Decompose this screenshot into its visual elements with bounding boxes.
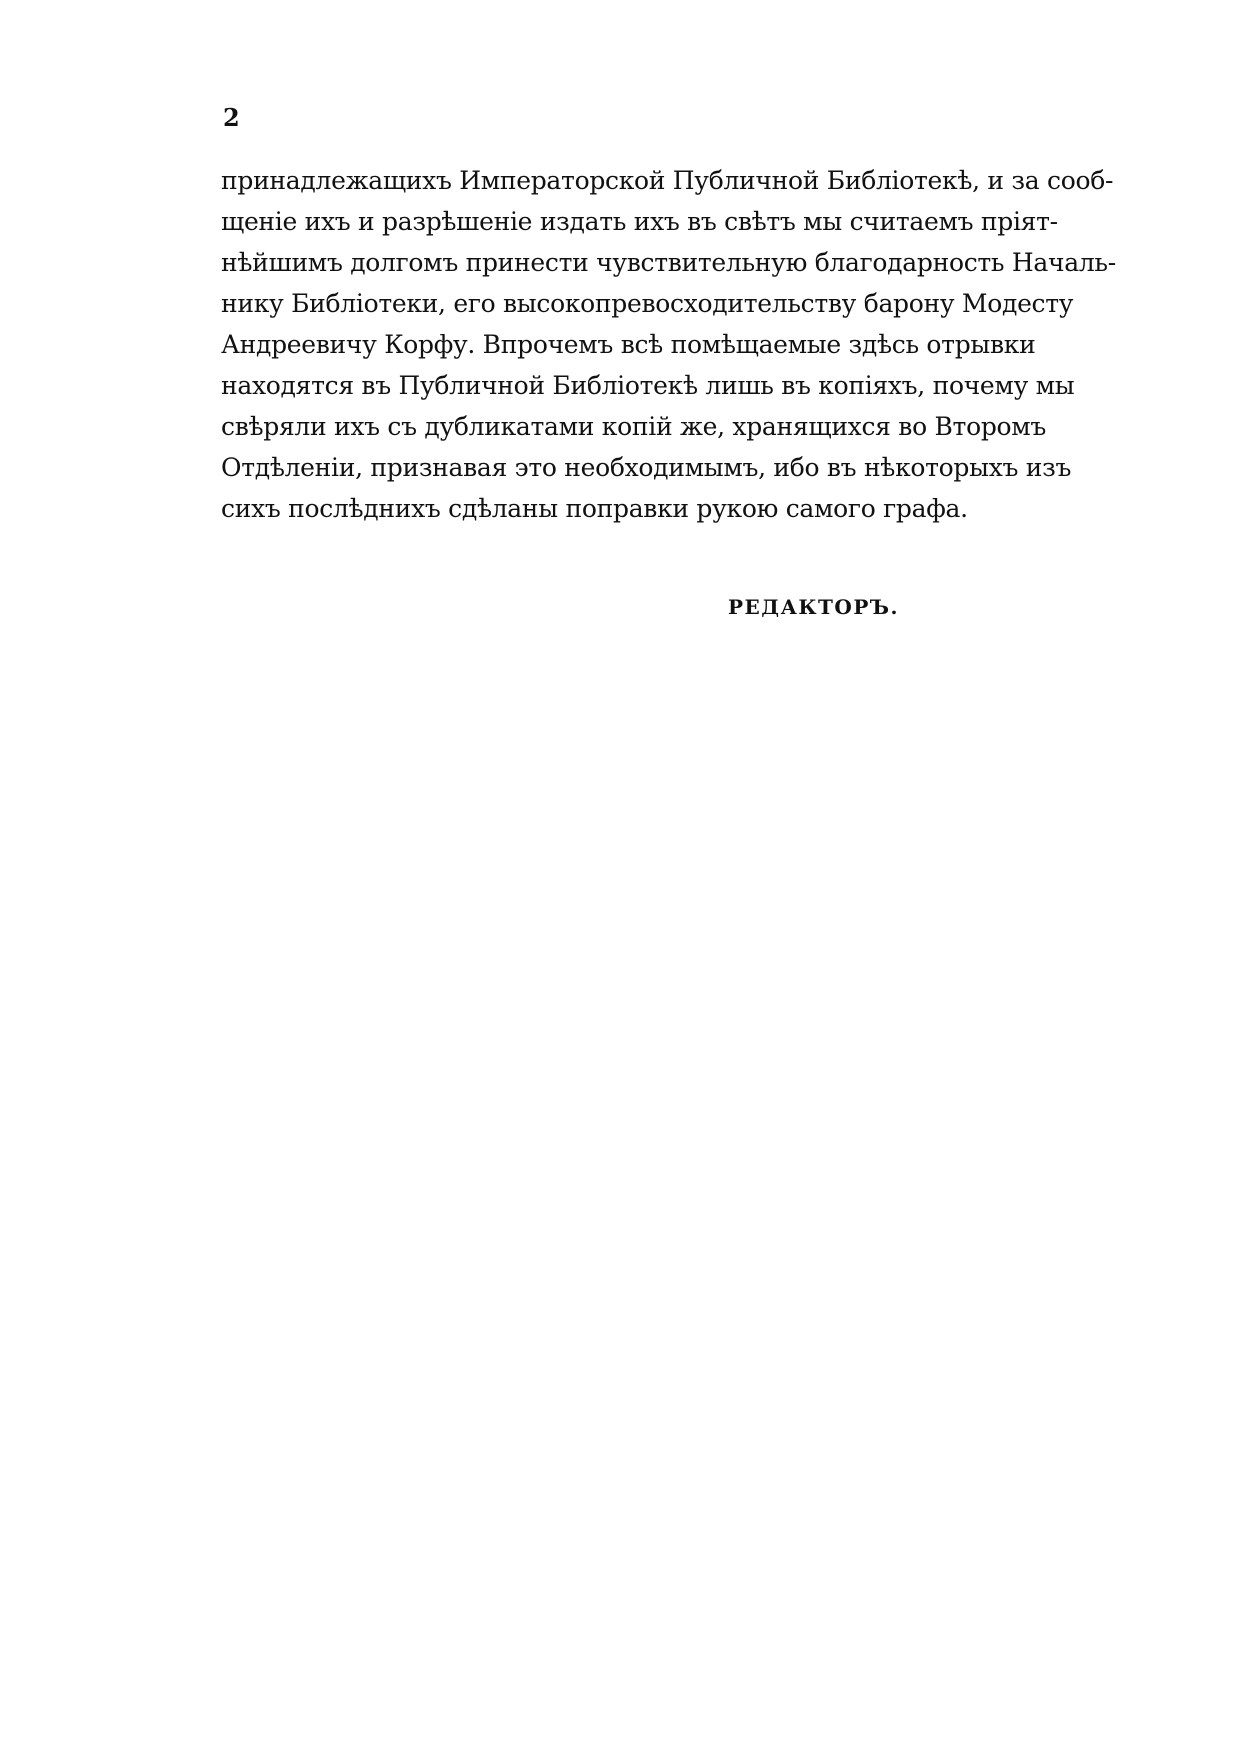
text-line: нику Библіотеки, его высокопревосходительству барону Модесту [221, 289, 1074, 318]
text-line: Андреевичу Корфу. Впрочемъ всѣ помѣщаемые здѣсь отрывки [221, 330, 1036, 359]
editor-signature: РЕДАКТОРЪ. [728, 595, 899, 619]
text-line: принадлежащихъ Императорской Публичной Библіотекѣ, и за сооб- [221, 166, 1114, 195]
text-line: щеніе ихъ и разрѣшеніе издать ихъ въ свѣтъ мы считаемъ пріят- [221, 207, 1058, 236]
text-line: находятся въ Публичной Библіотекѣ лишь въ копіяхъ, почему мы [221, 371, 1075, 400]
body-paragraph [221, 160, 1116, 529]
text-line: сихъ послѣднихъ сдѣланы поправки рукою самого графа. [221, 494, 968, 523]
page-number: 2 [223, 103, 240, 132]
text-line: Отдѣленіи, признавая это необходимымъ, ибо въ нѣкоторыхъ изъ [221, 453, 1072, 482]
text-line: нѣйшимъ долгомъ принести чувствительную благодарность Началь- [221, 248, 1116, 277]
text-line: свѣряли ихъ съ дубликатами копій же, хранящихся во Второмъ [221, 412, 1047, 441]
